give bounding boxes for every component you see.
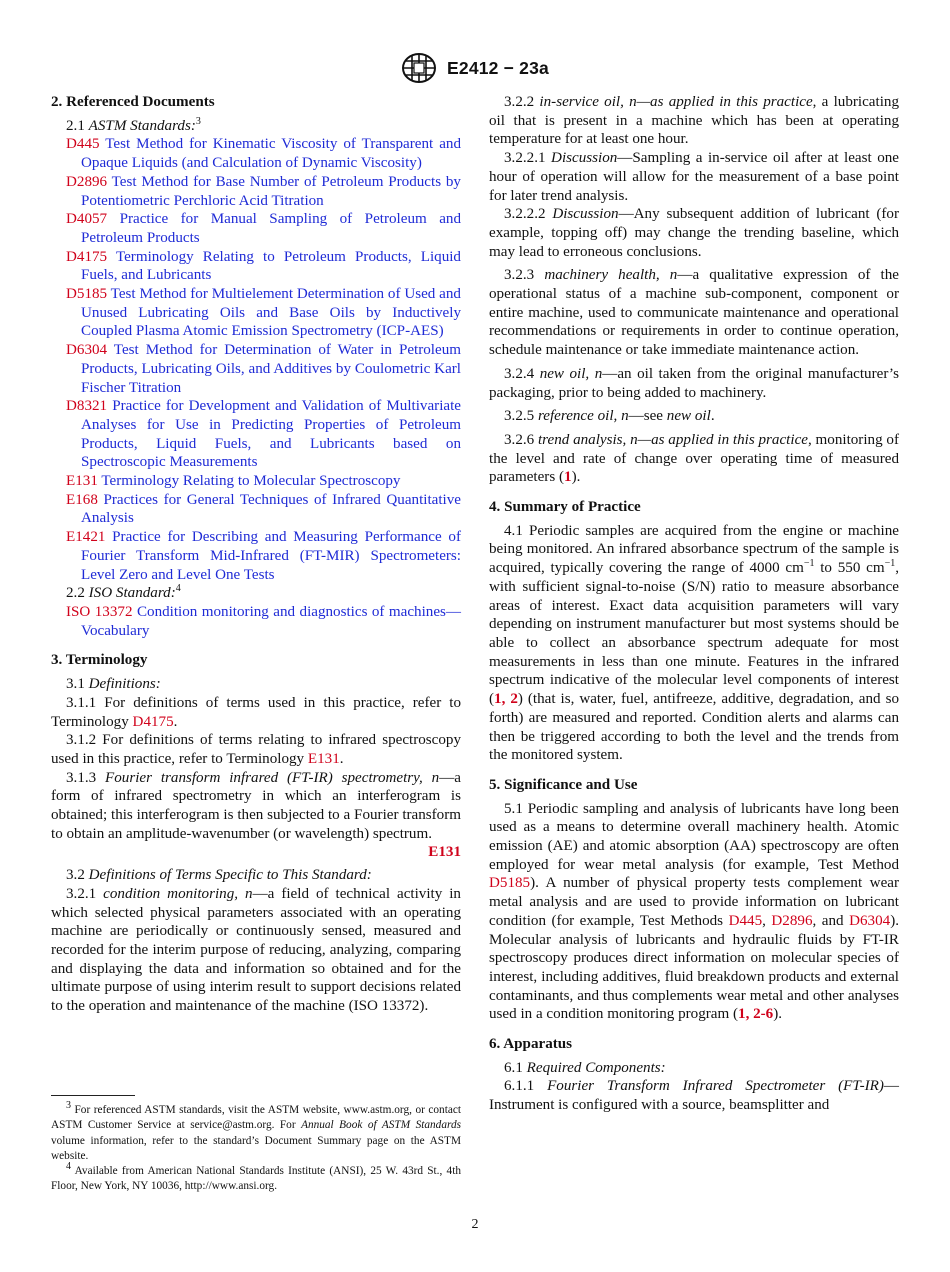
astm-reference-list — [51, 135, 461, 584]
reference-item: D4057 Practice for Manual Sampling of Petroleum and Petroleum Products — [66, 211, 461, 246]
footnote-3: $^3$ For referenced ASTM standards, visit the ASTM website, www.astm.org, or contact ASTM Customer Service at service@astm.org. For Annual Book of ASTM Standards volume information, refer to the standard’s Document Summary page on the ASTM website. — [51, 1100, 461, 1162]
clause-3-1-2: 3.1.2 For definitions of terms relating to infrared spectroscopy used in this practice, refer to Terminology E131. — [51, 732, 461, 767]
citation-link[interactable]: 1, 2 — [494, 691, 518, 708]
reference-item: D8321 Practice for Development and Validation of Multivariate Analyses for Use in Predicting Properties of Petroleum Products, Liquid Fuels, and Lubricants based on Spectroscopic Measurements — [66, 398, 461, 471]
footnote-4: $^4$ Available from American National Standards Institute (ANSI), 25 W. 43rd St., 4th Floor, New York, NY 10036, http://www.ansi.org. — [51, 1161, 461, 1193]
footnote-divider — [51, 1095, 135, 1096]
reference-item: D5185 Test Method for Multielement Determination of Used and Unused Lubricating Oils and Base Oils by Inductively Coupled Plasma Atomic Emission Spectrometry (ICP-AES) — [66, 286, 461, 340]
clause-3-2-5: 3.2.5 reference oil, n—see new oil. — [504, 408, 715, 425]
reference-link[interactable]: D4175 — [66, 248, 108, 265]
clause-3-2-2-1: 3.2.2.1 Discussion—Sampling a in-service oil after at least one hour of operation will allow for the measurement of a base point for later trend analysis. — [489, 150, 900, 204]
reference-link[interactable]: D5185 — [489, 875, 531, 892]
reference-item: E1421 Practice for Describing and Measuring Performance of Fourier Transform Mid-Infrared (FT-MIR) Spectrometers: Level Zero and Level One Tests — [66, 529, 461, 583]
reference-link[interactable]: D4175 — [132, 713, 174, 730]
clause-6-1-1: 6.1.1 Fourier Transform Infrared Spectrometer (FT-IR)—Instrument is configured with a source, beamsplitter and — [489, 1078, 899, 1114]
clause-3-1-3: 3.1.3 Fourier transform infrared (FT-IR) spectrometry, n—a form of infrared spectrometry in which an interferogram is obtained; this interferogram is then subjected to a Fourier transform to obtain an amplitude-wavenumber (or wavelength) spectrum. E131 — [51, 769, 461, 861]
section-2-title: 2. Referenced Documents — [51, 94, 215, 110]
reference-item: D6304 Test Method for Determination of Water in Petroleum Products, Lubricating Oils, and Additives by Coulometric Karl Fischer Titration — [66, 342, 461, 396]
section-5-title: 5. Significance and Use — [489, 776, 638, 793]
clause-2-1: 2.1 ASTM Standards:$^3$ — [66, 115, 201, 134]
footnote-ref-3[interactable]: 3 — [195, 115, 201, 127]
clause-6-1: 6.1 Required Components: — [504, 1059, 666, 1076]
reference-link[interactable]: D4057 — [66, 211, 108, 228]
clause-3-1: 3.1 Definitions: — [66, 676, 161, 693]
footnotes — [51, 1100, 461, 1195]
citation-link[interactable]: 1, 2-6 — [738, 1006, 774, 1023]
citation-link[interactable]: 1 — [564, 469, 572, 486]
reference-link[interactable]: D6304 — [849, 912, 891, 929]
reference-item: E168 Practices for General Techniques of Infrared Quantitative Analysis — [66, 491, 461, 527]
page-number: 2 — [471, 1217, 479, 1232]
left-column — [51, 93, 461, 1016]
section-6-title: 6. Apparatus — [489, 1036, 573, 1053]
reference-link[interactable]: D445 — [66, 136, 100, 153]
clause-3-2-2: 3.2.2 in-service oil, n—as applied in this practice, a lubricating oil that is present in a machine which has been at operating temperature for at least one hour. — [489, 94, 899, 148]
section-3-title: 3. Terminology — [51, 652, 148, 669]
designation: E2412 − 23a — [447, 57, 549, 78]
clause-3-2-6: 3.2.6 trend analysis, n—as applied in this practice, monitoring of the level and rate of change over operating time of measured parameters (1). — [489, 431, 899, 486]
reference-link[interactable]: E1421 — [66, 529, 106, 546]
clause-4-1: 4.1 Periodic samples are acquired from the engine or machine being monitored. An infrared absorbance spectrum of the sample is acquired, typically covering the range of 4000 $cm^{-1}$ to 550 $cm^{-1}$, with sufficient signal-to-noise (S/N) ratio to measure absorbance areas of interest. Exact data acquisition parameters will vary depending on instrument manufacturer but most systems should be able to collect an absorbance spectrum adequate for most measurements in less than one minute. Features in the infrared spectrum indicative of the molecular level components of interest (1, 2) (that is, water, fuel, antifreeze, additive, degradation, and so forth) are measured and reported. Condition alerts and alarms can then be triggered according to both the level and the trends from the monitored system. — [489, 522, 900, 764]
reference-link[interactable]: D445 — [728, 912, 763, 929]
reference-link[interactable]: D6304 — [66, 342, 108, 359]
iso-reference-item: ISO 13372 Condition monitoring and diagnostics of machines—Vocabulary — [66, 603, 461, 639]
clause-3-2-3: 3.2.3 machinery health, n—a qualitative expression of the operational status of a machine sub-component, component or entire machine, used to communicate maintenance and operational recommendations or requirements in order to continue operation, schedule maintenance or take immediate maintenance action. — [489, 267, 899, 359]
clause-3-2-1: 3.2.1 condition monitoring, n—a field of technical activity in which selected physical parameters associated with an operating machine are periodically or continuously sensed, measured and recorded for the interim purpose of reducing, analyzing, comparing and displaying the data and information so obtained and for the ultimate purpose of using interim result to support decisions related to the operation and maintenance of the machine (ISO 13372). — [51, 885, 461, 1015]
reference-link[interactable]: E168 — [66, 491, 98, 508]
reference-item: D2896 Test Method for Base Number of Petroleum Products by Potentiometric Perchloric Acid Titration — [66, 173, 461, 209]
reference-link[interactable]: E131 — [307, 750, 340, 767]
reference-item: E131 Terminology Relating to Molecular Spectroscopy — [66, 473, 401, 490]
reference-link[interactable]: D8321 — [66, 398, 108, 415]
section-4-title: 4. Summary of Practice — [489, 499, 641, 516]
clause-2-2: 2.2 ISO Standard:$^4$ — [66, 583, 181, 602]
reference-item: D445 Test Method for Kinematic Viscosity of Transparent and Opaque Liquids (and Calculation of Dynamic Viscosity) — [66, 136, 461, 172]
reference-link[interactable]: D5185 — [66, 286, 108, 303]
page-header — [0, 52, 950, 84]
reference-link[interactable]: ISO 13372 — [66, 603, 133, 620]
clause-3-2: 3.2 Definitions of Terms Specific to This Standard: — [66, 867, 372, 884]
reference-link[interactable]: D2896 — [66, 173, 108, 190]
right-column — [489, 93, 899, 1115]
astm-logo-icon — [401, 52, 437, 84]
footnote-ref-4[interactable]: 4 — [175, 583, 181, 595]
clause-3-1-1: 3.1.1 For definitions of terms used in this practice, refer to Terminology D4175. — [51, 694, 461, 730]
clause-5-1: 5.1 Periodic sampling and analysis of lubricants have long been used as a means to determine overall machinery health. Atomic emission (AE) and atomic absorption (AA) spectroscopy are often employed for wear metal analysis (for example, Test Method D5185). A number of physical property tests complement wear metal analysis and are used to provide information on lubricant condition (for example, Test Methods D445, D2896, and D6304). Molecular analysis of lubricants and hydraulic fluids by FT-IR spectroscopy produces direct information on molecular species of interest, including additives, fluid breakdown products and external contaminants, and thus complements wear metal and other analyses used in a condition monitoring program (1, 2-6). — [489, 800, 899, 1023]
reference-link[interactable]: D2896 — [771, 912, 813, 929]
clause-3-2-2-2: 3.2.2.2 Discussion—Any subsequent addition of lubricant (for example, topping off) may change the trending baseline, which may lead to erroneous conclusions. — [489, 206, 899, 260]
reference-link[interactable]: E131 — [66, 473, 98, 490]
clause-3-2-4: 3.2.4 new oil, n—an oil taken from the original manufacturer’s packaging, prior to being added to machinery. — [489, 365, 899, 401]
reference-item: D4175 Terminology Relating to Petroleum Products, Liquid Fuels, and Lubricants — [66, 248, 461, 284]
source-link[interactable]: E131 — [428, 844, 461, 861]
